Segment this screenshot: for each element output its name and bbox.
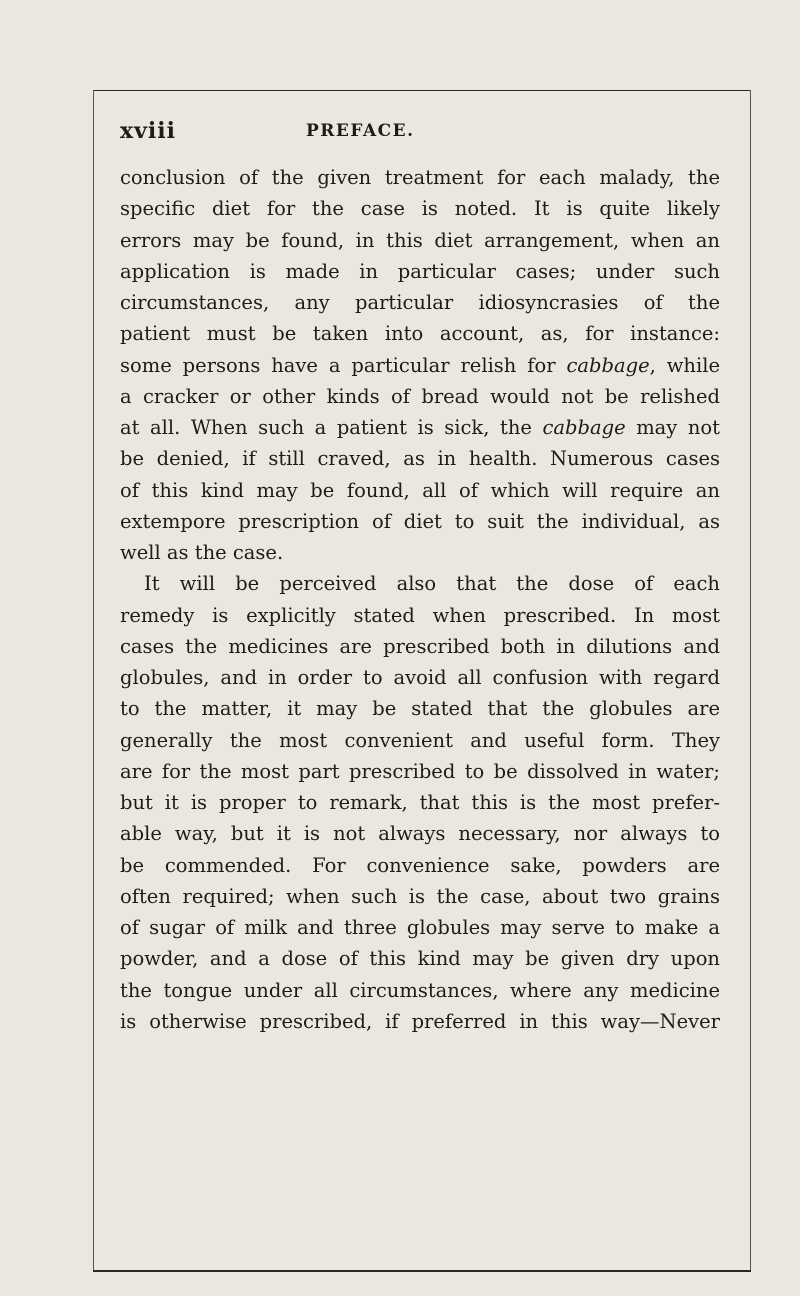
page-edge-right <box>750 90 751 1272</box>
text-line: be commended. For convenience sake, powders are <box>120 853 720 877</box>
text-line: circumstances, any particular idiosyncrasies of the <box>120 291 720 314</box>
paragraph-end-line: well as the case. <box>120 541 284 564</box>
text-line: generally the most convenient and useful form. They <box>120 728 720 752</box>
text-line: able way, but it is not always necessary, nor always to <box>120 822 720 846</box>
paragraph-start-line: It will be perceived also that the dose of each <box>144 572 720 596</box>
running-head-title: PREFACE. <box>306 121 415 141</box>
page-edge-bottom <box>93 1270 751 1272</box>
line-segment: some persons have a particular relish for <box>120 353 556 377</box>
text-line: extempore prescription of diet to suit the individual, as <box>120 509 720 533</box>
text-line: be denied, if still craved, as in health. Numerous cases <box>120 447 720 471</box>
text-line: of this kind may be found, all of which will require an <box>120 478 720 502</box>
text-line: is otherwise prescribed, if preferred in this way—Never <box>120 1009 720 1033</box>
running-head <box>120 118 720 144</box>
line-segment: , while <box>649 353 720 377</box>
line-segment: may not <box>636 416 720 439</box>
text-line: patient must be taken into account, as, for instance: <box>120 322 720 346</box>
text-line: application is made in particular cases; under such <box>120 259 720 283</box>
text-line: to the matter, it may be stated that the globules are <box>120 697 720 721</box>
text-line: are for the most part prescribed to be dissolved in water; <box>120 759 720 783</box>
page-edge-left <box>93 90 94 1272</box>
text-line: the tongue under all circumstances, where any medicine <box>120 978 720 1002</box>
text-line: globules, and in order to avoid all confusion with regard <box>120 666 720 689</box>
text-line: powder, and a dose of this kind may be given dry upon <box>120 947 720 971</box>
text-line: specific diet for the case is noted. It is quite likely <box>120 197 720 221</box>
text-line: conclusion of the given treatment for each malady, the <box>120 166 720 189</box>
italic-word: cabbage <box>566 353 650 377</box>
page-edge-top <box>93 90 751 91</box>
body-text <box>120 162 720 1037</box>
text-line: remedy is explicitly stated when prescribed. In most <box>120 603 720 627</box>
text-line-with-italic <box>120 350 720 381</box>
text-line: of sugar of milk and three globules may serve to make a <box>120 916 720 939</box>
line-segment: at all. When such a patient is sick, the <box>120 416 532 439</box>
text-line: but it is proper to remark, that this is the most prefer- <box>120 791 720 814</box>
italic-word: cabbage <box>542 416 626 439</box>
text-line: a cracker or other kinds of bread would not be relished <box>120 384 720 408</box>
text-line: cases the medicines are prescribed both in dilutions and <box>120 634 720 658</box>
text-line-with-italic <box>120 412 720 443</box>
page-number: xviii <box>120 118 176 144</box>
text-line: often required; when such is the case, about two grains <box>120 884 720 908</box>
text-line: errors may be found, in this diet arrangement, when an <box>120 228 720 252</box>
